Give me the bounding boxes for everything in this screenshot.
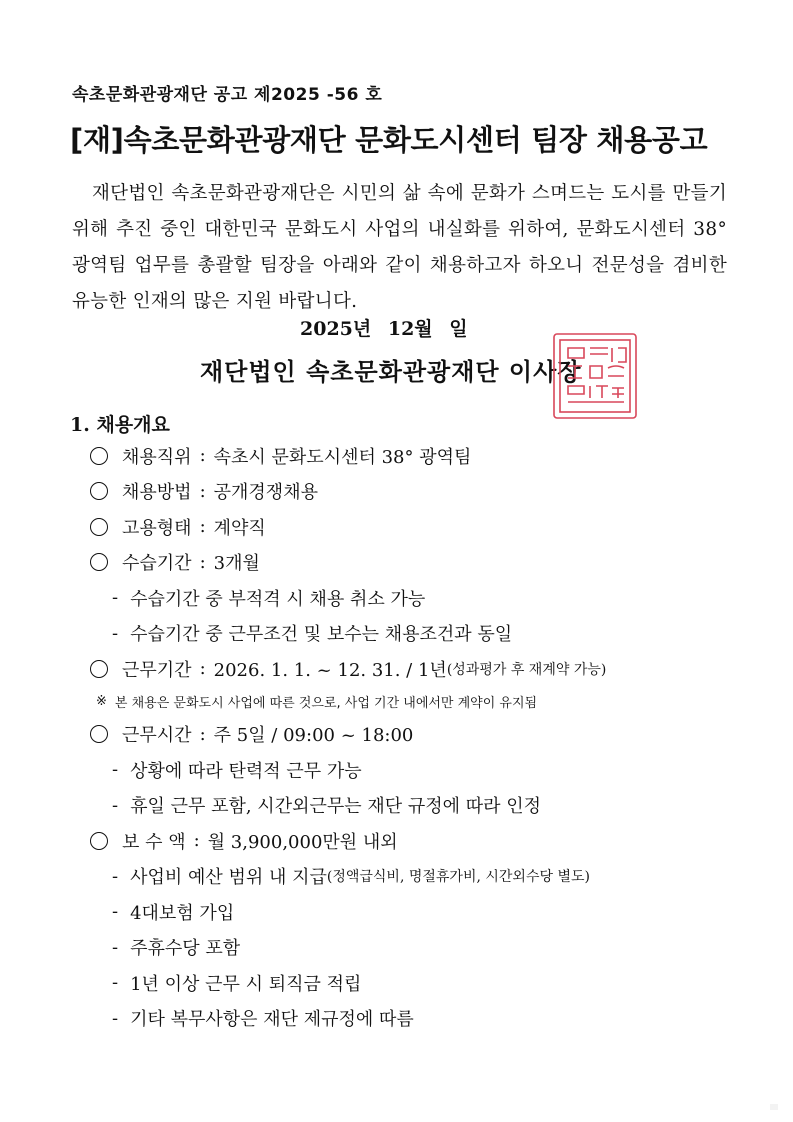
sub-item <box>90 752 740 788</box>
list-item-work-hours <box>90 717 740 753</box>
section-title-overview: 1. 채용개요 <box>70 414 170 436</box>
sub-item-text: 1년 이상 근무 시 퇴직금 적립 <box>130 973 362 995</box>
dash-bullet: - <box>112 901 119 923</box>
sub-item-text: 4대보험 가입 <box>130 902 235 924</box>
sub-item-text: 휴일 근무 포함, 시간외근무는 재단 규정에 따라 인정 <box>130 796 542 818</box>
circle-bullet-icon <box>90 482 108 500</box>
list-item-position <box>90 438 740 474</box>
sub-item <box>90 894 740 930</box>
circle-bullet-icon <box>90 660 108 678</box>
sub-item-text: 사업비 예산 범위 내 지급 <box>130 867 327 889</box>
item-colon: : <box>199 516 206 538</box>
list-item-pay <box>90 823 740 859</box>
sub-item <box>90 616 740 652</box>
item-value: 공개경쟁채용 <box>213 482 318 504</box>
sub-item <box>90 859 740 895</box>
sub-item-text: 기타 복무사항은 재단 제규정에 따름 <box>130 1009 414 1031</box>
dash-bullet: - <box>112 1007 119 1029</box>
sub-item <box>90 580 740 616</box>
sub-item-text: 수습기간 중 부적격 시 채용 취소 가능 <box>130 588 426 610</box>
item-value: 속초시 문화도시센터 38° 광역팀 <box>213 446 472 468</box>
circle-bullet-icon <box>90 832 108 850</box>
circle-bullet-icon <box>90 447 108 465</box>
dash-bullet: - <box>112 759 119 781</box>
circle-bullet-icon <box>90 725 108 743</box>
note-mark: ※ <box>96 694 107 709</box>
notice-number: 속초문화관광재단 공고 제2025 -56 호 <box>72 85 383 105</box>
sub-item-note: (정액급식비, 명절휴가비, 시간외수당 별도) <box>326 869 590 886</box>
item-colon: : <box>199 723 206 745</box>
dash-bullet: - <box>112 972 119 994</box>
signer-name: 재단법인 속초문화관광재단 이사장 <box>200 357 582 386</box>
item-colon: : <box>199 480 206 502</box>
intro-paragraph: 재단법인 속초문화관광재단은 시민의 삶 속에 문화가 스며드는 도시를 만들기 위해 추진 중인 대한민국 문화도시 사업의 내실화를 위하여, 문화도시센터 38° 광역팀 업무를 총괄할 팀장을 아래와 같이 채용하고자 하오니 전문성을 겸비한 유능한 인재의 많은 지원 바랍니다. <box>72 183 727 312</box>
announcement-date: 2025년 12월 일 <box>300 318 468 340</box>
sub-item <box>90 1001 740 1037</box>
dash-bullet: - <box>112 865 119 887</box>
circle-bullet-icon <box>90 553 108 571</box>
item-value: 주 5일 / 09:00 ~ 18:00 <box>213 725 414 747</box>
scan-artifact <box>770 1104 778 1110</box>
period-note <box>90 687 740 717</box>
list-item-employment-type <box>90 509 740 545</box>
item-label: 수습기간 <box>122 553 192 575</box>
item-value: 월 3,900,000만원 내외 <box>207 831 398 853</box>
item-value: 3개월 <box>213 553 260 575</box>
sub-item-text: 수습기간 중 근무조건 및 보수는 채용조건과 동일 <box>130 624 513 646</box>
dash-bullet: - <box>112 936 119 958</box>
list-item-probation <box>90 545 740 581</box>
dash-bullet: - <box>112 794 119 816</box>
sub-item <box>90 965 740 1001</box>
item-label: 근무기간 <box>122 659 192 681</box>
item-value: 2026. 1. 1. ~ 12. 31. / 1년 <box>213 659 447 681</box>
item-colon: : <box>199 551 206 573</box>
item-label: 근무시간 <box>122 725 192 747</box>
item-value-note: (성과평가 후 재계약 가능) <box>446 661 607 678</box>
official-seal-icon <box>540 330 650 422</box>
list-item-work-period <box>90 651 740 687</box>
item-label: 고용형태 <box>122 517 192 539</box>
dash-bullet: - <box>112 622 119 644</box>
page-title: [재]속초문화관광재단 문화도시센터 팀장 채용공고 <box>70 123 708 157</box>
item-colon: : <box>199 658 206 680</box>
note-text: 본 채용은 문화도시 사업에 따른 것으로, 사업 기간 내에서만 계약이 유지됨 <box>114 696 538 711</box>
overview-list <box>90 438 740 1036</box>
item-value: 계약직 <box>213 517 266 539</box>
dash-bullet: - <box>112 587 119 609</box>
sub-item-text: 상황에 따라 탄력적 근무 가능 <box>130 760 362 782</box>
item-colon: : <box>199 445 206 467</box>
sub-item <box>90 930 740 966</box>
list-item-method <box>90 474 740 510</box>
sub-item <box>90 788 740 824</box>
item-label: 채용방법 <box>122 482 192 504</box>
circle-bullet-icon <box>90 518 108 536</box>
item-colon: : <box>193 830 200 852</box>
sub-item-text: 주휴수당 포함 <box>130 938 241 960</box>
item-label: 채용직위 <box>122 446 192 468</box>
item-label: 보 수 액 <box>122 831 186 853</box>
